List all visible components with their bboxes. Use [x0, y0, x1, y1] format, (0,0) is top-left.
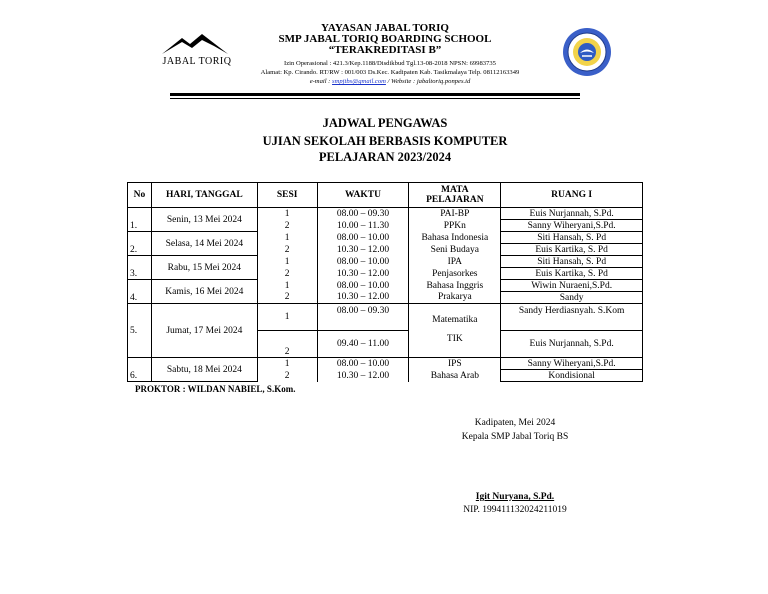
row-ruang: Wiwin Nuraeni,S.Pd.: [501, 280, 643, 292]
row-hari: Jumat, 17 Mei 2024: [151, 304, 257, 358]
row-mapel: Bahasa Arab: [409, 370, 501, 382]
header-rule-thick: [170, 93, 580, 96]
mountain-logo-icon: [160, 32, 230, 58]
table-row: [128, 208, 643, 220]
row-ruang: Euis Nurjannah, S.Pd.: [501, 208, 643, 220]
header-mapel: MATA PELAJARAN: [409, 183, 501, 208]
row-mapel: IPA: [409, 256, 501, 268]
school-seal-right: [562, 26, 612, 78]
row-mapel-cell: [409, 304, 501, 358]
table-row: [128, 256, 643, 268]
header-ruang: RUANG I: [501, 183, 643, 208]
row-waktu: 08.00 – 10.00: [317, 280, 409, 292]
row-ruang: Kondisional: [501, 370, 643, 382]
row-hari: Selasa, 14 Mei 2024: [151, 232, 257, 256]
school-address: Alamat: Kp. Cirando. RT/RW : 001/003 Ds.Kec. Kadipaten Kab. Tasikmalaya Telp. 08112163349: [260, 69, 520, 76]
row-no: 4.: [128, 280, 152, 304]
row-mapel: PAI-BP: [409, 208, 501, 220]
header-hari: HARI, TANGGAL: [151, 183, 257, 208]
row-mapel: IPS: [409, 358, 501, 370]
table-row: [128, 232, 643, 244]
row-hari: Kamis, 16 Mei 2024: [151, 280, 257, 304]
row-sesi: 2: [257, 331, 317, 358]
row-ruang: Sandy: [501, 292, 643, 304]
row-waktu: 08.00 – 10.00: [317, 256, 409, 268]
row-sesi: 1: [257, 208, 317, 220]
table-header-row: [128, 183, 643, 208]
school-seal-icon: [562, 26, 612, 78]
row-ruang: Siti Hansah, S. Pd: [501, 232, 643, 244]
table-row: [128, 280, 643, 292]
row-sesi: 2: [257, 220, 317, 232]
header-sesi: SESI: [257, 183, 317, 208]
table-row: [128, 358, 643, 370]
row-mapel: PPKn: [409, 220, 501, 232]
row-mapel: Bahasa Indonesia: [409, 232, 501, 244]
header-rule-thin: [170, 98, 580, 99]
header-no: No: [128, 183, 152, 208]
schedule-table: [127, 182, 643, 382]
school-name: SMP JABAL TORIQ BOARDING SCHOOL: [278, 33, 492, 45]
row-waktu: 10.30 – 12.00: [317, 268, 409, 280]
row-no: 5.: [128, 304, 152, 358]
row-waktu: 08.00 – 10.00: [317, 358, 409, 370]
row-mapel: Bahasa Inggris: [409, 280, 501, 292]
row-mapel: Matematika: [432, 315, 478, 325]
row-ruang: Euis Kartika, S. Pd: [501, 244, 643, 256]
row-sesi: 1: [257, 232, 317, 244]
row-no: 2.: [128, 232, 152, 256]
table-row: [128, 304, 643, 331]
row-waktu: 08.00 – 10.00: [317, 232, 409, 244]
signature-place-date: Kadipaten, Mei 2024: [474, 418, 556, 428]
row-ruang: Siti Hansah, S. Pd: [501, 256, 643, 268]
doc-year: PELAJARAN 2023/2024: [318, 150, 452, 164]
row-sesi: 2: [257, 292, 317, 304]
row-no: 1.: [128, 208, 152, 232]
row-mapel: Prakarya: [409, 292, 501, 304]
row-ruang: Euis Nurjannah, S.Pd.: [501, 331, 643, 358]
row-sesi: 2: [257, 244, 317, 256]
row-no: 3.: [128, 256, 152, 280]
proktor-line: PROKTOR : WILDAN NABIEL, S.Kom.: [135, 384, 296, 394]
row-mapel: Penjasorkes: [409, 268, 501, 280]
row-ruang: Sanny Wiheryani,S.Pd.: [501, 358, 643, 370]
row-sesi: 1: [257, 256, 317, 268]
email-label: e-mail :: [309, 78, 331, 85]
izin-operasional: Izin Operasional : 421.3/Kep.1188/Disdikbud Tgl.13-08-2018 NPSN: 69983735: [284, 60, 496, 67]
logo-brand-text: JABAL TORIQ: [162, 56, 232, 67]
row-waktu: 10.30 – 12.00: [317, 370, 409, 382]
row-sesi: 2: [257, 370, 317, 382]
contact-line: [230, 77, 550, 86]
row-sesi: 1: [257, 304, 317, 331]
row-ruang: Sandy Herdiasnyah. S.Kom: [501, 304, 643, 331]
row-sesi: 1: [257, 280, 317, 292]
row-ruang: Euis Kartika, S. Pd: [501, 268, 643, 280]
row-mapel: Seni Budaya: [409, 244, 501, 256]
row-mapel: TIK: [446, 334, 463, 344]
row-waktu: 08.00 – 09.30: [317, 304, 409, 331]
row-waktu: 10.30 – 12.00: [317, 244, 409, 256]
row-hari: Senin, 13 Mei 2024: [151, 208, 257, 232]
row-waktu: 10.00 – 11.30: [317, 220, 409, 232]
row-waktu: 09.40 – 11.00: [317, 331, 409, 358]
accreditation: “TERAKREDITASI B”: [328, 44, 442, 56]
signature-position: Kepala SMP Jabal Toriq BS: [461, 432, 569, 442]
row-ruang: Sanny Wiheryani,S.Pd.: [501, 220, 643, 232]
row-hari: Sabtu, 18 Mei 2024: [151, 358, 257, 382]
signature-name: Igit Nuryana, S.Pd.: [475, 492, 555, 502]
signature-nip: NIP. 199411132024211019: [463, 505, 567, 515]
school-logo-left: [160, 32, 230, 74]
row-hari: Rabu, 15 Mei 2024: [151, 256, 257, 280]
row-sesi: 1: [257, 358, 317, 370]
row-waktu: 08.00 – 09.30: [317, 208, 409, 220]
row-no: 6.: [128, 358, 152, 382]
row-waktu: 10.30 – 12.00: [317, 292, 409, 304]
header-waktu: WAKTU: [317, 183, 409, 208]
website-text: / Website : jabaltoriq.ponpes.id: [387, 78, 471, 85]
doc-title: JADWAL PENGAWAS: [322, 116, 448, 130]
email-link[interactable]: smpjtbs@gmail.com: [332, 78, 386, 85]
row-sesi: 2: [257, 268, 317, 280]
foundation-name: YAYASAN JABAL TORIQ: [321, 22, 449, 34]
doc-subtitle: UJIAN SEKOLAH BERBASIS KOMPUTER: [262, 134, 508, 148]
